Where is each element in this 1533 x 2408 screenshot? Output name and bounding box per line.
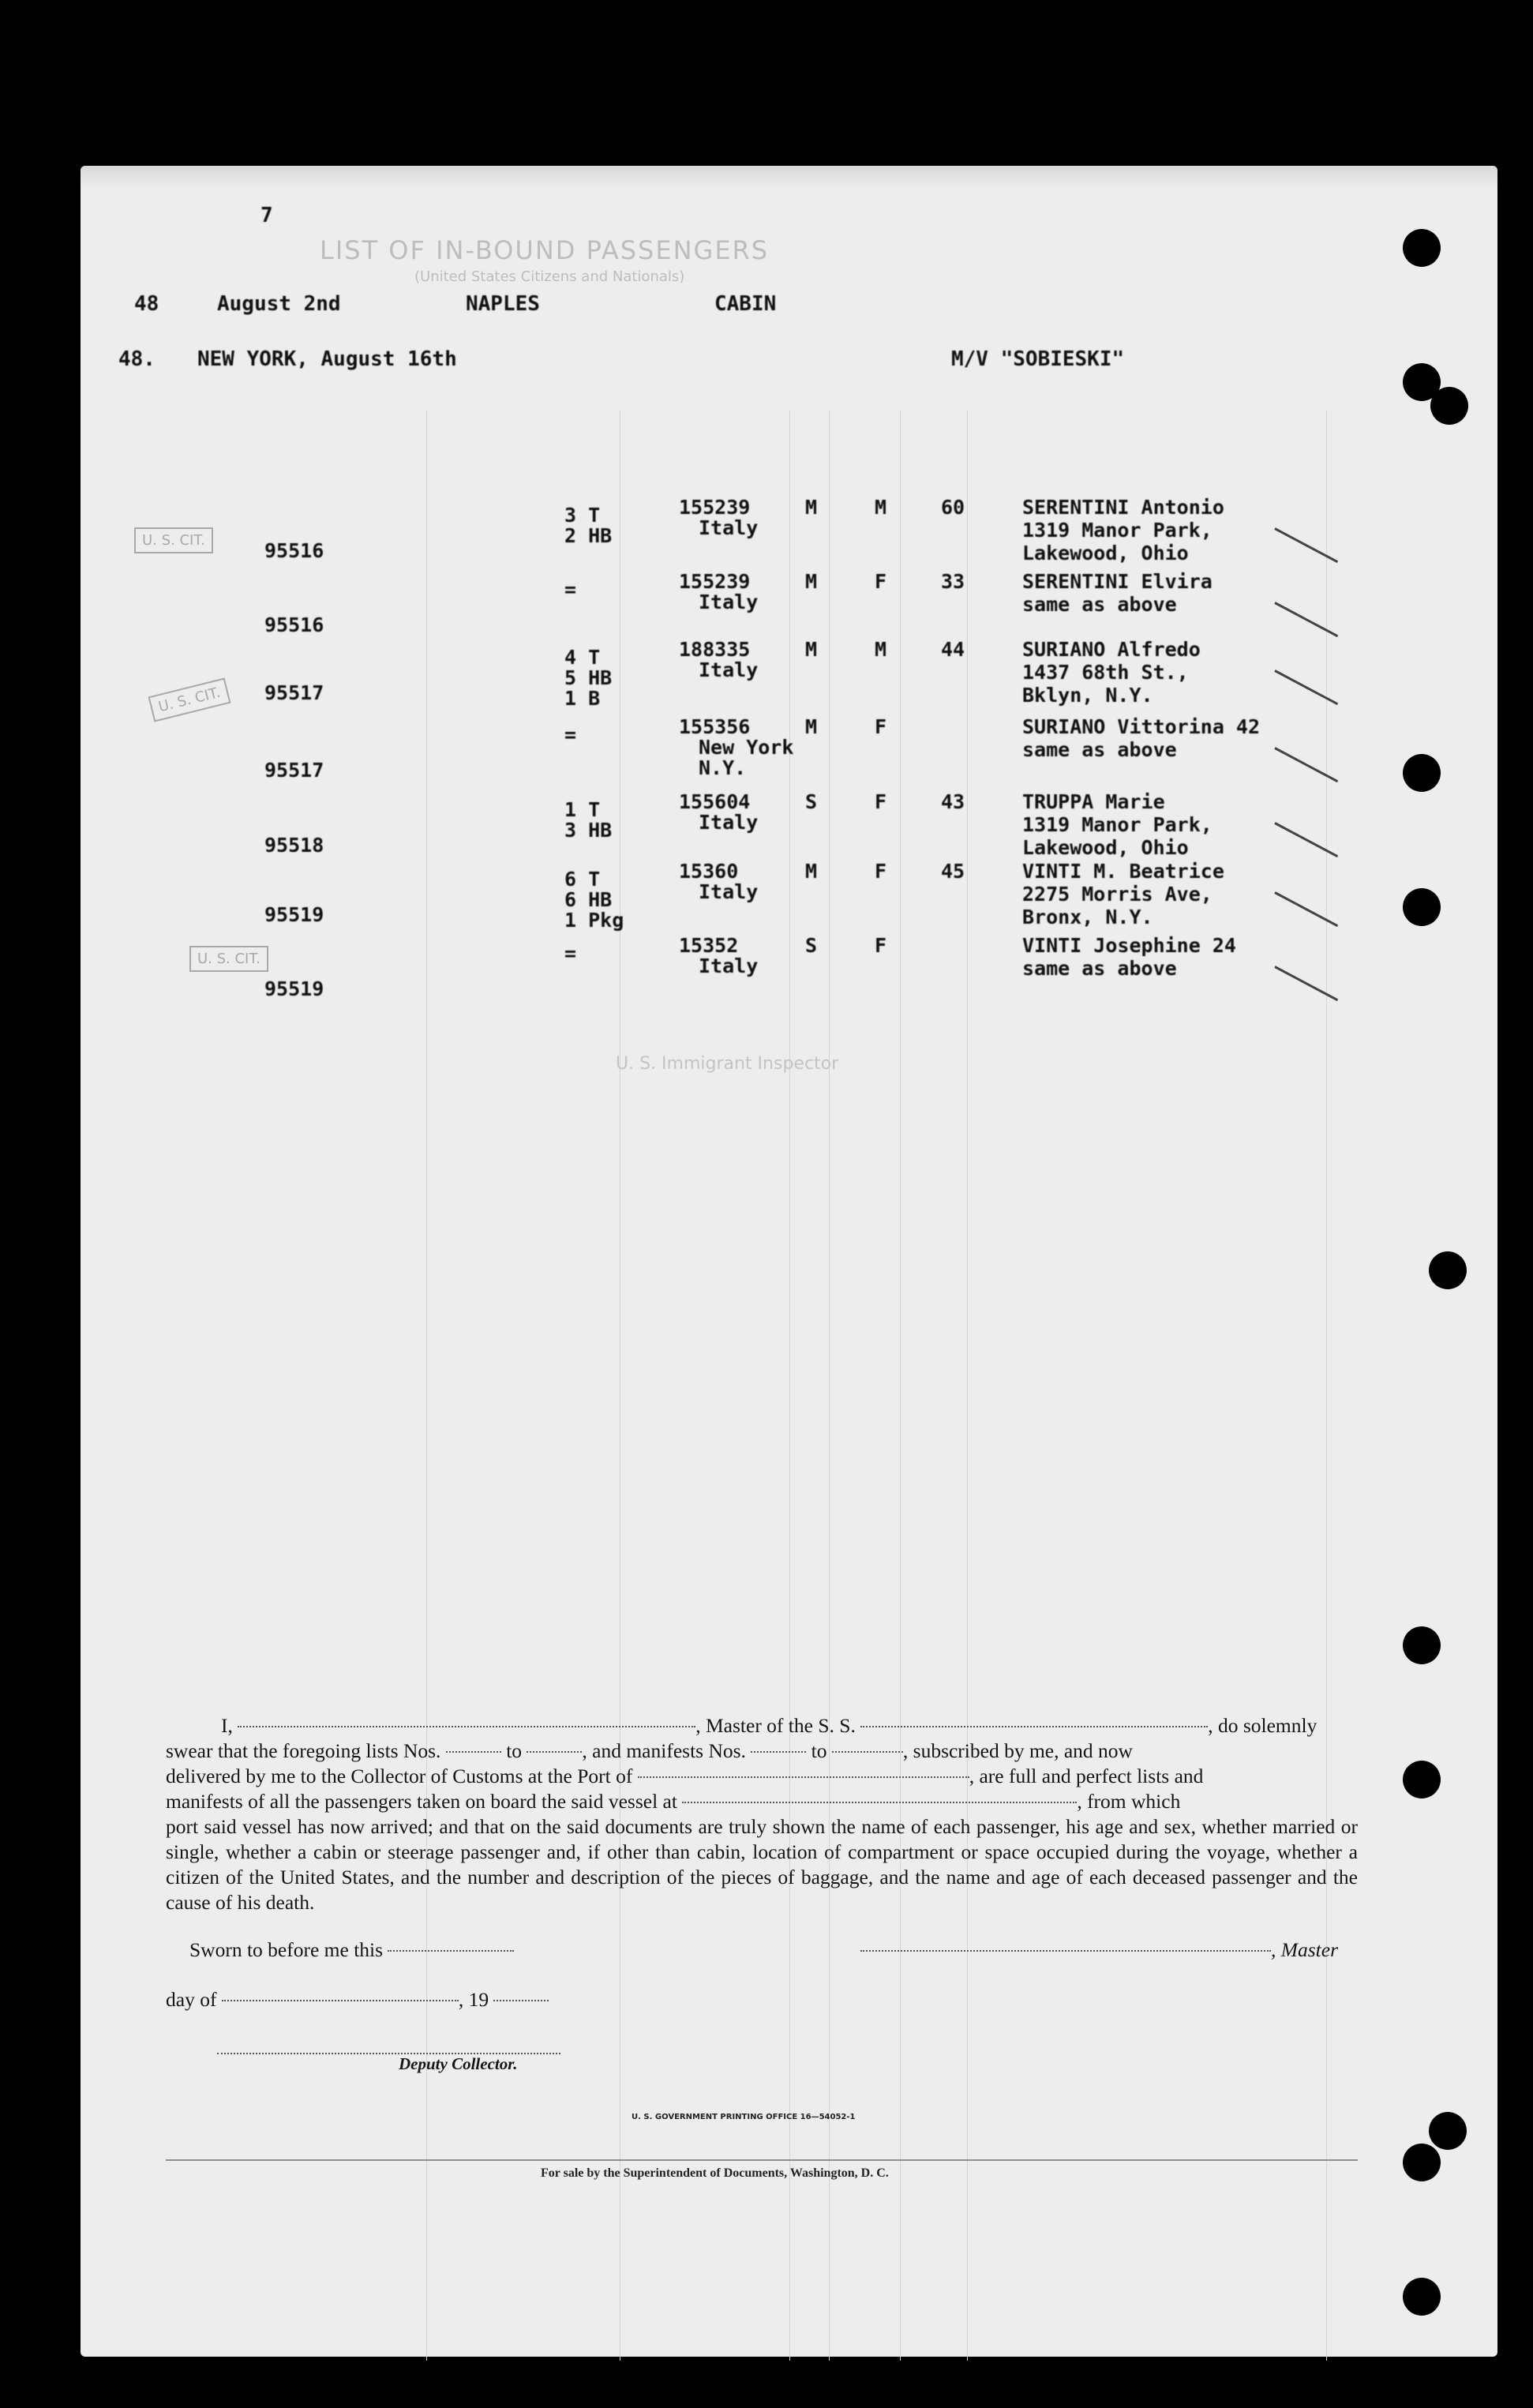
passenger-sex: M bbox=[875, 638, 887, 661]
arrival-port: NEW YORK, August 16th bbox=[197, 347, 457, 371]
passenger-status: S bbox=[805, 934, 818, 957]
baggage-item: 1 Pkg bbox=[564, 909, 624, 932]
class-value: CABIN bbox=[714, 292, 777, 316]
passenger-name-line: 1319 Manor Park, bbox=[1022, 519, 1213, 542]
passenger-age: 43 bbox=[941, 790, 965, 813]
passport-number: 15352 bbox=[679, 934, 739, 957]
passenger-sex: F bbox=[875, 570, 887, 593]
passenger-sex: F bbox=[875, 860, 887, 883]
printing-office: U. S. GOVERNMENT PRINTING OFFICE 16—54052-1 bbox=[632, 2113, 856, 2121]
passenger-name-line: VINTI M. Beatrice bbox=[1022, 860, 1224, 883]
passenger-name-line: 2275 Morris Ave, bbox=[1022, 883, 1213, 906]
departure-port: NAPLES bbox=[466, 292, 540, 316]
baggage-item: 1 T bbox=[564, 798, 601, 821]
passenger-name-line: 1319 Manor Park, bbox=[1022, 813, 1213, 836]
passenger-name-line: SURIANO Vittorina 42 bbox=[1022, 715, 1261, 738]
passenger-sex: F bbox=[875, 934, 887, 957]
passport-number: 15360 bbox=[679, 860, 739, 883]
passenger-age: 45 bbox=[941, 860, 965, 883]
binder-hole bbox=[1429, 2112, 1467, 2150]
binder-hole bbox=[1403, 1761, 1441, 1798]
passenger-name-line: SERENTINI Elvira bbox=[1022, 570, 1213, 593]
binder-hole bbox=[1403, 2278, 1441, 2316]
passenger-age: 44 bbox=[941, 638, 965, 661]
binder-hole bbox=[1403, 754, 1441, 792]
master-signature-line: , Master bbox=[860, 1938, 1338, 1962]
passenger-name-line: VINTI Josephine 24 bbox=[1022, 934, 1236, 957]
baggage-item: 2 HB bbox=[564, 524, 613, 547]
binder-hole bbox=[1430, 387, 1468, 425]
ticket-number: 95516 bbox=[264, 539, 324, 562]
baggage-item: = bbox=[564, 723, 577, 746]
ticket-number: 95517 bbox=[264, 759, 324, 782]
baggage-item: 1 B bbox=[564, 687, 601, 710]
passenger-name-line: Bronx, N.Y. bbox=[1022, 906, 1153, 928]
baggage-item: 4 T bbox=[564, 646, 601, 669]
passenger-status: S bbox=[805, 790, 818, 813]
ticket-number: 95518 bbox=[264, 834, 324, 857]
binder-hole bbox=[1429, 1251, 1467, 1289]
baggage-item: 6 T bbox=[564, 868, 601, 891]
citizenship-stamp: U. S. CIT. bbox=[134, 527, 213, 553]
passport-number: 155604 bbox=[679, 790, 751, 813]
passenger-name-line: same as above bbox=[1022, 738, 1177, 761]
binder-hole bbox=[1403, 1626, 1441, 1664]
passport-number: 155239 bbox=[679, 496, 751, 519]
place-of-issue: N.Y. bbox=[699, 756, 747, 779]
binder-hole bbox=[1403, 888, 1441, 926]
binder-hole bbox=[1403, 2144, 1441, 2181]
baggage-item: = bbox=[564, 578, 577, 601]
footer-rule bbox=[166, 2159, 1358, 2161]
passenger-status: M bbox=[805, 715, 818, 738]
baggage-item: = bbox=[564, 942, 577, 965]
place-of-issue: Italy bbox=[699, 516, 759, 539]
sworn-line: Sworn to before me this bbox=[189, 1938, 514, 1962]
passenger-sex: M bbox=[875, 496, 887, 519]
passenger-status: M bbox=[805, 860, 818, 883]
passenger-status: M bbox=[805, 496, 818, 519]
passport-number: 155239 bbox=[679, 570, 751, 593]
passenger-name-line: Bklyn, N.Y. bbox=[1022, 684, 1153, 707]
passenger-name-line: same as above bbox=[1022, 593, 1177, 616]
ticket-number: 95519 bbox=[264, 903, 324, 926]
form-subtitle: (United States Citizens and Nationals) bbox=[414, 268, 685, 285]
year-line1: 48 bbox=[134, 292, 159, 316]
form-title: LIST OF IN-BOUND PASSENGERS bbox=[320, 235, 770, 265]
passenger-name-line: same as above bbox=[1022, 957, 1177, 980]
deputy-collector: Deputy Collector. bbox=[399, 2054, 518, 2073]
passenger-name-line: SERENTINI Antonio bbox=[1022, 496, 1224, 519]
passenger-name-line: SURIANO Alfredo bbox=[1022, 638, 1201, 661]
baggage-item: 3 T bbox=[564, 504, 601, 527]
passenger-name-line: Lakewood, Ohio bbox=[1022, 836, 1189, 859]
year-line2: 48. bbox=[118, 347, 156, 371]
passenger-age: 33 bbox=[941, 570, 965, 593]
vessel-name: M/V "SOBIESKI" bbox=[951, 347, 1125, 371]
citizenship-stamp: U. S. CIT. bbox=[189, 946, 268, 972]
ticket-number: 95519 bbox=[264, 977, 324, 1000]
inspector-note: U. S. Immigrant Inspector bbox=[616, 1054, 839, 1074]
place-of-issue: Italy bbox=[699, 811, 759, 834]
passenger-age: 60 bbox=[941, 496, 965, 519]
passenger-sex: F bbox=[875, 715, 887, 738]
passenger-status: M bbox=[805, 638, 818, 661]
place-of-issue: New York bbox=[699, 736, 794, 759]
place-of-issue: Italy bbox=[699, 591, 759, 613]
departure-date: August 2nd bbox=[217, 292, 341, 316]
ticket-number: 95516 bbox=[264, 613, 324, 636]
passenger-name-line: TRUPPA Marie bbox=[1022, 790, 1165, 813]
place-of-issue: Italy bbox=[699, 880, 759, 903]
place-of-issue: Italy bbox=[699, 658, 759, 681]
place-of-issue: Italy bbox=[699, 955, 759, 977]
passport-number: 188335 bbox=[679, 638, 751, 661]
passenger-name-line: 1437 68th St., bbox=[1022, 661, 1189, 684]
baggage-item: 3 HB bbox=[564, 819, 613, 842]
baggage-item: 5 HB bbox=[564, 666, 613, 689]
list-number: 7 bbox=[260, 204, 273, 227]
passenger-status: M bbox=[805, 570, 818, 593]
day-line: day of , 19 bbox=[166, 1988, 549, 2012]
passenger-sex: F bbox=[875, 790, 887, 813]
binder-hole bbox=[1403, 229, 1441, 267]
master-oath: I, , Master of the S. S. , do solemnly swear that the foregoing lists Nos. to , and manifests Nos. to , subscribed by me, and now delivered by me to the Collector of Customs at the Port of , are full and perfect lists and manifests of all the passengers taken on board the said vessel at , from which port said vessel has now arrived; and that on the said documents are truly shown the name of each passenger, his age and sex, whether married or single, whether a cabin or steerage passenger and, if other than cabin, location of compartment or space occupied during the voyage, whether a citizen of the United States, and the number and description of the pieces of baggage, and the name and age of each deceased passenger and the cause of his death. bbox=[166, 1714, 1358, 1914]
passenger-name-line: Lakewood, Ohio bbox=[1022, 542, 1189, 564]
ticket-number: 95517 bbox=[264, 681, 324, 704]
passport-number: 155356 bbox=[679, 715, 751, 738]
citizenship-stamp: U. S. CIT. bbox=[148, 677, 231, 722]
baggage-item: 6 HB bbox=[564, 888, 613, 911]
for-sale-note: For sale by the Superintendent of Documents, Washington, D. C. bbox=[541, 2166, 889, 2180]
